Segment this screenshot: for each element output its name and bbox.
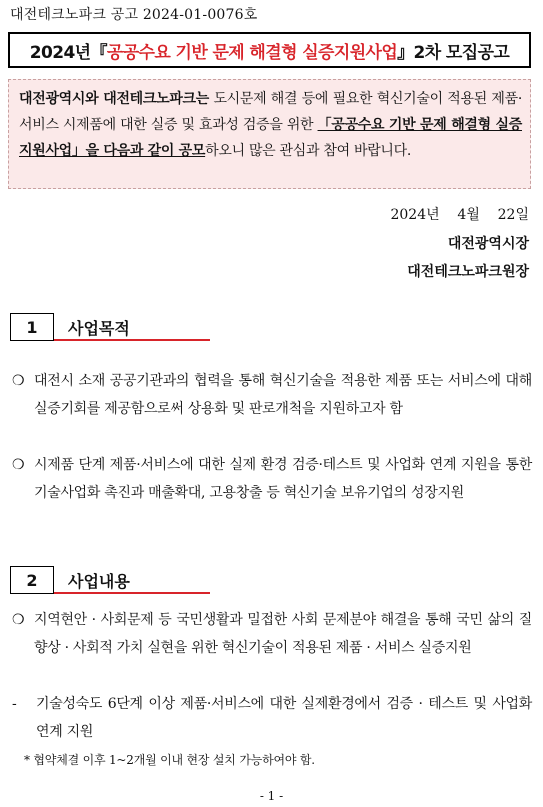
title-program-name: 공공수요 기반 문제 해결형 실증지원사업 [106, 42, 398, 63]
title-prefix: 2024년『 [29, 42, 107, 63]
issuer-mayor: 대전광역시장 [447, 236, 529, 252]
section-1-header [10, 313, 210, 341]
intro-text-2: 하오니 많은 관심과 참여 바랍니다. [205, 143, 412, 159]
list-item [12, 367, 532, 423]
section-title: 사업내용 [68, 572, 130, 591]
circle-bullet-icon: ❍ [12, 457, 25, 473]
announcement-date: 2024년 4월 22일 [390, 207, 529, 223]
list-item [12, 451, 532, 507]
section-number: 1 [10, 313, 54, 341]
footnote: * 협약체결 이후 1~2개월 이내 현장 설치 가능하여야 함. [24, 753, 315, 767]
notice-number: 대전테크노파크 공고 2024-01-0076호 [10, 7, 258, 23]
title-suffix: 』2차 모집공고 [397, 42, 510, 63]
list-item [12, 606, 532, 662]
intro-program: 「공공수요 기반 문제 해결형 실증지원사업」을 다음과 같이 공모 [19, 117, 522, 159]
list-item-text: 시제품 단계 제품·서비스에 대한 실제 환경 검증·테스트 및 사업화 연계 지원을 통한 기술사업화 촉진과 매출확대, 고용창출 등 혁신기술 보유기업의 성장지원 [34, 457, 532, 501]
issuer-technopark: 대전테크노파크원장 [407, 264, 529, 280]
list-item-text: 대전시 소재 공공기관과의 협력을 통해 혁신기술을 적용한 제품 또는 서비스에 대해 실증기회를 제공함으로써 상용화 및 판로개척을 지원하고자 함 [34, 373, 532, 417]
intro-org: 대전광역시와 대전테크노파크는 [19, 91, 210, 107]
intro-text-1: 도시문제 해결 등에 필요한 혁신기술이 적용된 제품·서비스 시제품에 대한 실증 및 효과성 검증을 위한 [19, 91, 522, 133]
section-underline [54, 339, 210, 341]
section-title: 사업목적 [68, 319, 130, 338]
circle-bullet-icon: ❍ [12, 373, 25, 389]
sub-list-item [12, 690, 532, 746]
list-item-text: 기술성숙도 6단계 이상 제품·서비스에 대한 실제환경에서 검증 · 테스트 및 사업화 연계 지원 [36, 696, 532, 740]
intro-box [8, 79, 531, 189]
list-item-text: 지역현안 · 사회문제 등 국민생활과 밀접한 사회 문제분야 해결을 통해 국민 삶의 질 향상 · 사회적 가치 실현을 위한 혁신기술이 적용된 제품 · 서비스 실증지원 [34, 612, 532, 656]
section-underline [54, 592, 210, 594]
section-number: 2 [10, 566, 54, 594]
page-number: - 1 - [259, 789, 284, 803]
dash-bullet-icon: - [12, 696, 17, 712]
circle-bullet-icon: ❍ [12, 612, 25, 628]
section-2-header [10, 566, 210, 594]
announcement-title [8, 32, 531, 68]
